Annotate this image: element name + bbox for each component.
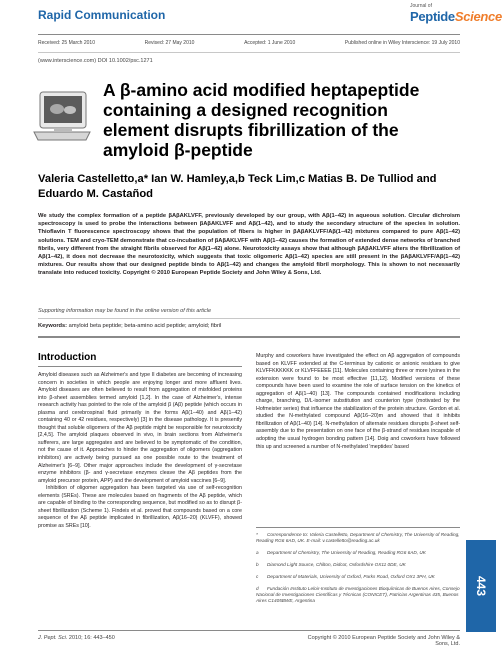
journal-logo <box>410 9 502 24</box>
keywords-label: Keywords: <box>38 323 68 329</box>
paragraph: Amyloid diseases such as Alzheimer's and type II diabetes are becoming of increasing concern in societies in which people are enjoying longer and more affluent lives. Amyloid diseases are often believed to result from aggregation of misfolded proteins into β-sheet assemblies termed amyloid [1,2]. In the case of Alzheimer's, intense research activity has pointed to the role of the amyloid β (Aβ) peptide (which occurs in plasma and cerebrospinal fluid primarily in the forms Aβ(1–40) and Aβ(1–42) containing 40 or 42 residues, respectively) [3] in the disease pathology. It is presently thought that soluble oligomers of the Aβ peptide might be responsible for neurotoxicity [2,4,5]. The amyloid plaques observed in vivo, in brain sections from Alzheimer's sufferers, are large aggregates and are believed to be symptomatic of the condition, not the cause of it. Approaches to hinder the aggregation of oligomers (aggregation inhibitors) are actively being pursued as one possible route to the treatment of Alzheimer's [6–9]. Other major approaches include the development of γ-secretase enzyme inhibitors (β- and γ-secretase enzymes cleave the Aβ peptides from the amyloid precursor protein, APP) and the development of amyloid vaccines [6–9]. <box>38 372 242 484</box>
author-list: Valeria Castelletto,a* Ian W. Hamley,a,b Teck Lim,c Matias B. De Tulliod and Eduardo M. Castañod <box>38 173 437 200</box>
dates-rule <box>38 52 460 53</box>
footnote-affiliation-c: c Department of Materials, University of Oxford, Parks Road, Oxford OX1 3PH, UK <box>256 574 435 579</box>
body-column-right <box>256 353 460 451</box>
article-title: A β-amino acid modified heptapeptide containing a designed recognition element disrupts fibrillization of the amyloid β-peptide <box>103 80 420 160</box>
journal-logo-science: Science <box>454 9 502 24</box>
body-column-left <box>38 372 242 530</box>
introduction-rule <box>38 366 242 367</box>
footnote-affiliation-b: b Diamond Light Source, Chilton, Didcot, Oxfordshire OX11 0DE, UK <box>256 562 406 567</box>
keywords-rule <box>38 318 460 319</box>
history-dates <box>38 40 460 46</box>
footnote-affiliation-d: d Fundación Instituto Leloir-Instituto de Investigaciones Bioquímicas de Buenos Aires, Consejo Nacional de Investigaciones Científicas y Técnicas (CONICET), Patricias Argentinas 435, Buenos Aires C1405BWE, Argentina <box>256 586 460 604</box>
revised-date: Revised: 27 May 2010 <box>144 40 195 46</box>
footnote-rule <box>256 527 460 528</box>
header-rule <box>38 34 460 35</box>
footnote-correspondence: * Correspondence to: Valeria Castelletto, Department of Chemistry, The University of Reading, Reading RG6 6AD, UK. E-mail: v.castelletto@reading.ac.uk <box>256 532 460 544</box>
page-number: 443 <box>474 575 488 597</box>
keywords-list: amyloid beta peptide; beta-amino acid peptide; amyloid; fibril <box>68 323 222 329</box>
abstract: We study the complex formation of a peptide βAβAKLVFF, previously developed by our group, with Aβ(1–42) in aqueous solution. Circular dichroism spectroscopy is used to probe the interactions between βAβAKLVFF and Aβ(1–42), and to study the secondary structure of the species in solution. Thioflavin T fluorescence spectroscopy shows that the population of fibers is higher in βAβAKLVFF/Aβ(1–42) mixtures compared to pure Aβ(1–42) solutions. TEM and cryo-TEM demonstrate that co-incubation of βAβAKLVFF with Aβ(1–42) causes the formation of extended dense networks of branched fibrils, very different from the straight fibrils observed for Aβ(1–42) alone. Neurotoxicity assays show that although βAβAKLVFF alters the fibrillization of Aβ(1–42), it does not decrease the neurotoxicity, which suggests that toxic oligomeric Aβ(1–42) species are still present in the βAβAKLVFF/Aβ(1–42) mixtures. Our results show that our designed peptide binds to Aβ(1–42) and changes the amyloid fibril morphology. This is shown to not necessarily translate into reduced toxicity. Copyright © 2010 European Peptide Society and John Wiley & Sons, Ltd. <box>38 213 460 277</box>
footer-citation: J. Pept. Sci. 2010; 16: 443–450 <box>38 635 115 641</box>
accepted-date: Accepted: 1 June 2010 <box>244 40 296 46</box>
journal-logo-prefix: Journal of <box>410 3 432 9</box>
published-date: Published online in Wiley Interscience: 19 July 2010 <box>344 40 460 46</box>
doi-line[interactable]: (www.interscience.com) DOI 10.1002/psc.1271 <box>38 58 153 64</box>
received-date: Received: 25 March 2010 <box>38 40 95 46</box>
supporting-info-note: Supporting information may be found in the online version of this article <box>38 308 212 314</box>
paragraph: Murphy and coworkers have investigated the effect on Aβ aggregation of compounds based on KLVFF extended at the C-terminus by cationic or anionic residues to give KLVFFKKKKKK or KLVFFEEEE [11]. Molecules containing three or more lysines in the extension were found to be most effective [11,12]. Modified versions of these compounds have been used to examine the role of surface tension on the kinetics of aggregation of Aβ(1–40) [13]. The compounds contained modifications including charge, branching, D/L-isomer substitution and counterion type (motivated by the Hofmeister series) that influence the stabilization of the protein structure. Gordon et al. studied the N-methylated compound Aβ(16–20)m and showed that it inhibits fibrillization of Aβ(1–40) [14]. N-methylation of alternate residues disrupts β-sheet self-assembly due to the presentation on one face of the β-strand of residues incapable of adopting the usual hydrogen bonding pattern [14]. Doig and coworkers have followed this up and screened a number of N-methylated 'meptides' based <box>256 353 460 450</box>
paragraph: Inhibition of oligomer aggregation has been targeted via use of self-recognition elements (SREs). These are molecules based on fragments of the Aβ peptide, which are capable of binding to the corresponding sequence, but modified so as to disrupt β-sheet fibrillization (Scheme 1). Findeis et al. proved that compounds based on a core sequence of the Aβ peptide implicated in fibrillization, Aβ(16–20) (KLVFF), showed promise as SREs [10]. <box>38 485 242 529</box>
section-label: Rapid Communication <box>38 8 166 22</box>
journal-logo-peptide: Peptide <box>410 9 455 24</box>
section-rule <box>38 336 460 338</box>
footnote-affiliation-a: a Department of Chemistry, The University of Reading, Reading RG6 6AD, UK <box>256 550 426 555</box>
computer-icon <box>30 88 94 152</box>
footer-rule <box>38 630 460 631</box>
footer-copyright: Copyright © 2010 European Peptide Society and John Wiley & Sons, Ltd. <box>307 635 460 647</box>
keywords <box>38 323 221 329</box>
introduction-heading: Introduction <box>38 352 97 363</box>
